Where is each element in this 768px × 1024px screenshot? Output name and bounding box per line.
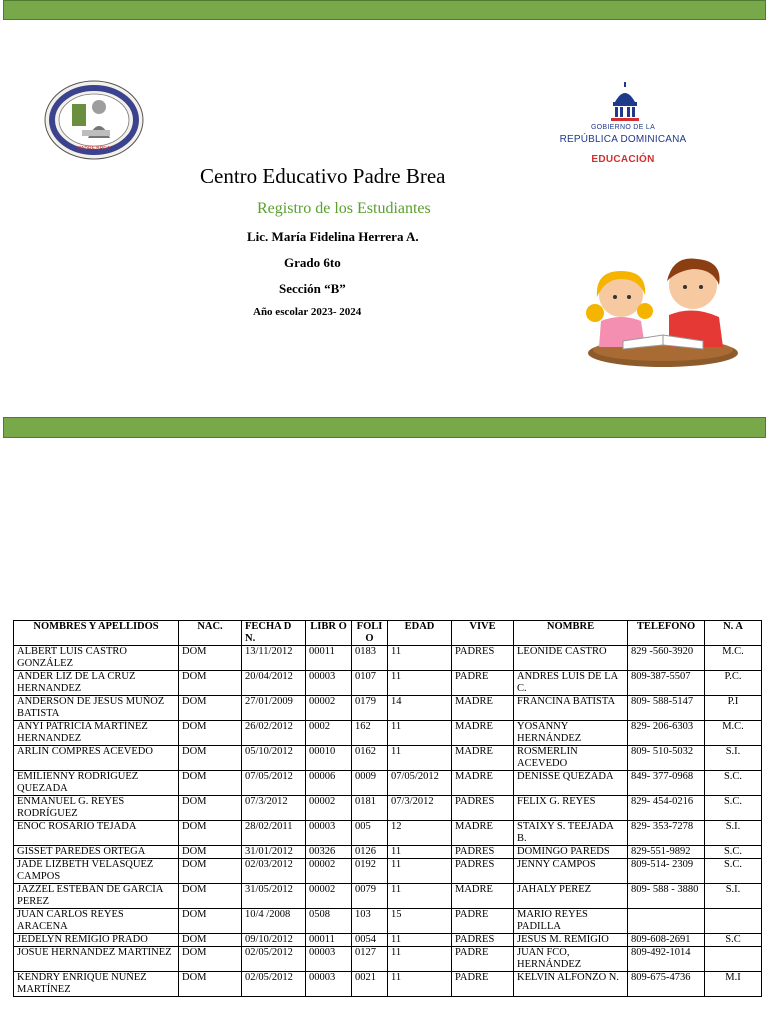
guardian-name-cell: YOSANNY HERNÁNDEZ (514, 721, 628, 746)
lives-with-cell: MADRE (452, 721, 514, 746)
libro-cell: 00010 (306, 746, 352, 771)
lives-with-cell: MADRE (452, 771, 514, 796)
age-cell: 12 (388, 821, 452, 846)
na-code-cell (705, 947, 762, 972)
birth-date-cell: 13/11/2012 (242, 646, 306, 671)
phone-cell: 829- 206-6303 (628, 721, 705, 746)
na-code-cell: P.I (705, 696, 762, 721)
na-code-cell (705, 909, 762, 934)
phone-cell: 809- 588-5147 (628, 696, 705, 721)
age-cell: 11 (388, 972, 452, 997)
student-name-cell: ARLIN COMPRES ACEVEDO (14, 746, 179, 771)
lives-with-cell: PADRE (452, 947, 514, 972)
lives-with-cell: MADRE (452, 746, 514, 771)
age-cell: 11 (388, 846, 452, 859)
birth-date-cell: 02/05/2012 (242, 972, 306, 997)
guardian-name-cell: FELIX G. REYES (514, 796, 628, 821)
na-code-cell: P.C. (705, 671, 762, 696)
student-name-cell: JADE LIZBETH VELASQUEZ CAMPOS (14, 859, 179, 884)
folio-cell: 0192 (352, 859, 388, 884)
na-code-cell: S.I. (705, 746, 762, 771)
libro-cell: 00003 (306, 972, 352, 997)
gov-line2: REPÚBLICA DOMINICANA (559, 134, 687, 145)
birth-date-cell: 05/10/2012 (242, 746, 306, 771)
school-name: Centro Educativo Padre Brea (200, 164, 446, 188)
age-cell: 11 (388, 671, 452, 696)
table-row (14, 721, 762, 746)
student-name-cell: JUAN CARLOS REYES ARACENA (14, 909, 179, 934)
na-code-cell: M.C. (705, 721, 762, 746)
capitol-dome-icon (609, 82, 641, 122)
guardian-name-cell: JENNY CAMPOS (514, 859, 628, 884)
table-row (14, 671, 762, 696)
lives-with-cell: PADRES (452, 646, 514, 671)
libro-cell: 00002 (306, 859, 352, 884)
birth-date-cell: 09/10/2012 (242, 934, 306, 947)
na-code-cell: S.C. (705, 846, 762, 859)
lives-with-cell: PADRE (452, 972, 514, 997)
birth-date-cell: 02/03/2012 (242, 859, 306, 884)
table-row (14, 821, 762, 846)
registro-title: Registro de los Estudiantes (257, 200, 431, 217)
nationality-cell: DOM (179, 721, 242, 746)
lives-with-cell: PADRES (452, 859, 514, 884)
phone-cell: 809-514- 2309 (628, 859, 705, 884)
table-header-row (14, 621, 762, 646)
phone-cell: 809-675-4736 (628, 972, 705, 997)
age-cell: 11 (388, 859, 452, 884)
table-row (14, 859, 762, 884)
table-row (14, 796, 762, 821)
phone-cell: 849- 377-0968 (628, 771, 705, 796)
folio-cell: 0009 (352, 771, 388, 796)
folio-cell: 0126 (352, 846, 388, 859)
age-cell: 11 (388, 947, 452, 972)
lives-with-cell: PADRE (452, 671, 514, 696)
nationality-cell: DOM (179, 884, 242, 909)
guardian-name-cell: ROSMERLIN ACEVEDO (514, 746, 628, 771)
seal-bottom-text: PADRE BREA (78, 146, 110, 152)
libro-cell: 00003 (306, 821, 352, 846)
folio-cell: 0181 (352, 796, 388, 821)
nationality-cell: DOM (179, 646, 242, 671)
column-header: N. A (705, 621, 762, 646)
phone-cell: 809-492-1014 (628, 947, 705, 972)
column-header: NOMBRES Y APELLIDOS (14, 621, 179, 646)
guardian-name-cell: KELVIN ALFONZO N. (514, 972, 628, 997)
na-code-cell: S.C. (705, 859, 762, 884)
column-header: EDAD (388, 621, 452, 646)
grade-label: Grado 6to (284, 255, 341, 270)
table-row (14, 934, 762, 947)
guardian-name-cell: JESÚS M. REMIGIO (514, 934, 628, 947)
guardian-name-cell: DENISSE QUEZADA (514, 771, 628, 796)
nationality-cell: DOM (179, 796, 242, 821)
folio-cell: 0127 (352, 947, 388, 972)
libro-cell: 00326 (306, 846, 352, 859)
nationality-cell: DOM (179, 696, 242, 721)
folio-cell: 0107 (352, 671, 388, 696)
student-name-cell: JAZZEL ESTEBAN DE GARCÍA PEREZ (14, 884, 179, 909)
nationality-cell: DOM (179, 909, 242, 934)
student-name-cell: JEDELYN REMIGIO PRADO (14, 934, 179, 947)
section-label: Sección “B” (279, 281, 346, 296)
folio-cell: 005 (352, 821, 388, 846)
folio-cell: 0162 (352, 746, 388, 771)
student-name-cell: ENMANUEL G. REYES RODRÍGUEZ (14, 796, 179, 821)
lives-with-cell: PADRE (452, 909, 514, 934)
age-cell: 11 (388, 934, 452, 947)
student-name-cell: ANDER LIZ DE LA CRUZ HERNANDEZ (14, 671, 179, 696)
na-code-cell: S.I. (705, 821, 762, 846)
nationality-cell: DOM (179, 771, 242, 796)
phone-cell: 809- 588 - 3880 (628, 884, 705, 909)
libro-cell: 00006 (306, 771, 352, 796)
folio-cell: 0179 (352, 696, 388, 721)
column-header: LIBR O (306, 621, 352, 646)
birth-date-cell: 02/05/2012 (242, 947, 306, 972)
age-cell: 07/3/2012 (388, 796, 452, 821)
birth-date-cell: 27/01/2009 (242, 696, 306, 721)
gov-line3: EDUCACIÓN (591, 154, 655, 165)
na-code-cell: S.C. (705, 771, 762, 796)
nationality-cell: DOM (179, 859, 242, 884)
phone-cell: 809- 510-5032 (628, 746, 705, 771)
libro-cell: 00003 (306, 947, 352, 972)
school-year-label: Año escolar 2023- 2024 (253, 306, 362, 318)
age-cell: 11 (388, 746, 452, 771)
birth-date-cell: 31/01/2012 (242, 846, 306, 859)
column-header: VIVE (452, 621, 514, 646)
student-name-cell: EMILIENNY RODRÍGUEZ QUEZADA (14, 771, 179, 796)
guardian-name-cell: LEONIDE CASTRO (514, 646, 628, 671)
libro-cell: 00002 (306, 796, 352, 821)
children-reading-illustration (573, 255, 743, 370)
age-cell: 07/05/2012 (388, 771, 452, 796)
phone-cell: 829- 353-7278 (628, 821, 705, 846)
na-code-cell: S.I. (705, 884, 762, 909)
phone-cell: 809-387-5507 (628, 671, 705, 696)
lives-with-cell: MADRE (452, 821, 514, 846)
student-name-cell: ANDERSON DE JESÚS MUÑOZ BATISTA (14, 696, 179, 721)
column-header: FOLI O (352, 621, 388, 646)
phone-cell: 809-608-2691 (628, 934, 705, 947)
nationality-cell: DOM (179, 821, 242, 846)
nationality-cell: DOM (179, 947, 242, 972)
libro-cell: 00011 (306, 646, 352, 671)
student-name-cell: ENOC ROSARIO TEJADA (14, 821, 179, 846)
guardian-name-cell: JUAN FCO, HERNÁNDEZ (514, 947, 628, 972)
age-cell: 15 (388, 909, 452, 934)
birth-date-cell: 31/05/2012 (242, 884, 306, 909)
na-code-cell: S.C. (705, 796, 762, 821)
middle-green-bar (3, 417, 766, 438)
libro-cell: 00003 (306, 671, 352, 696)
na-code-cell: M.I (705, 972, 762, 997)
libro-cell: 0002 (306, 721, 352, 746)
age-cell: 14 (388, 696, 452, 721)
na-code-cell: S.C (705, 934, 762, 947)
table-row (14, 884, 762, 909)
school-seal-logo (44, 80, 144, 160)
phone-cell: 829- 454-0216 (628, 796, 705, 821)
table-row (14, 746, 762, 771)
birth-date-cell: 07/05/2012 (242, 771, 306, 796)
column-header: TELEFONO (628, 621, 705, 646)
libro-cell: 00002 (306, 696, 352, 721)
nationality-cell: DOM (179, 972, 242, 997)
phone-cell (628, 909, 705, 934)
top-green-bar (3, 0, 766, 20)
nationality-cell: DOM (179, 671, 242, 696)
guardian-name-cell: MARIO REYES PADILLA (514, 909, 628, 934)
libro-cell: 00011 (306, 934, 352, 947)
guardian-name-cell: ANDRES LUIS DE LA C. (514, 671, 628, 696)
birth-date-cell: 07/3/2012 (242, 796, 306, 821)
table-row (14, 696, 762, 721)
student-name-cell: GISSET PAREDES ORTEGA (14, 846, 179, 859)
folio-cell: 0183 (352, 646, 388, 671)
students-table (13, 620, 762, 997)
birth-date-cell: 28/02/2011 (242, 821, 306, 846)
lives-with-cell: PADRES (452, 934, 514, 947)
libro-cell: 0508 (306, 909, 352, 934)
gov-line1: GOBIERNO DE LA (590, 124, 656, 131)
nationality-cell: DOM (179, 746, 242, 771)
phone-cell: 829-551-9892 (628, 846, 705, 859)
age-cell: 11 (388, 884, 452, 909)
age-cell: 11 (388, 721, 452, 746)
table-row (14, 972, 762, 997)
nationality-cell: DOM (179, 934, 242, 947)
folio-cell: 103 (352, 909, 388, 934)
column-header: NAC. (179, 621, 242, 646)
student-name-cell: KENDRY ENRIQUE NUÑEZ MARTÍNEZ (14, 972, 179, 997)
folio-cell: 0021 (352, 972, 388, 997)
folio-cell: 0054 (352, 934, 388, 947)
column-header: NOMBRE (514, 621, 628, 646)
guardian-name-cell: DOMINGO PAREDS (514, 846, 628, 859)
student-name-cell: JOSUE HERNANDEZ MARTINEZ (14, 947, 179, 972)
lives-with-cell: MADRE (452, 884, 514, 909)
table-row (14, 771, 762, 796)
lives-with-cell: PADRES (452, 846, 514, 859)
table-row (14, 909, 762, 934)
teacher-name: Lic. María Fidelina Herrera A. (247, 229, 419, 244)
libro-cell: 00002 (306, 884, 352, 909)
lives-with-cell: MADRE (452, 696, 514, 721)
government-logo (548, 82, 698, 172)
phone-cell: 829 -560-3920 (628, 646, 705, 671)
folio-cell: 0079 (352, 884, 388, 909)
student-name-cell: ANYI PATRICIA MARTÍNEZ HERNANDEZ (14, 721, 179, 746)
guardian-name-cell: JAHALY PEREZ (514, 884, 628, 909)
birth-date-cell: 10/4 /2008 (242, 909, 306, 934)
column-header: FECHA D N. (242, 621, 306, 646)
table-row (14, 646, 762, 671)
birth-date-cell: 26/02/2012 (242, 721, 306, 746)
folio-cell: 162 (352, 721, 388, 746)
table-row (14, 947, 762, 972)
na-code-cell: M.C. (705, 646, 762, 671)
age-cell: 11 (388, 646, 452, 671)
guardian-name-cell: STAIXY S. TEEJADA B. (514, 821, 628, 846)
guardian-name-cell: FRANCINA BATISTA (514, 696, 628, 721)
nationality-cell: DOM (179, 846, 242, 859)
student-name-cell: ALBERT LUIS CASTRO GONZÁLEZ (14, 646, 179, 671)
birth-date-cell: 20/04/2012 (242, 671, 306, 696)
lives-with-cell: PADRES (452, 796, 514, 821)
table-row (14, 846, 762, 859)
